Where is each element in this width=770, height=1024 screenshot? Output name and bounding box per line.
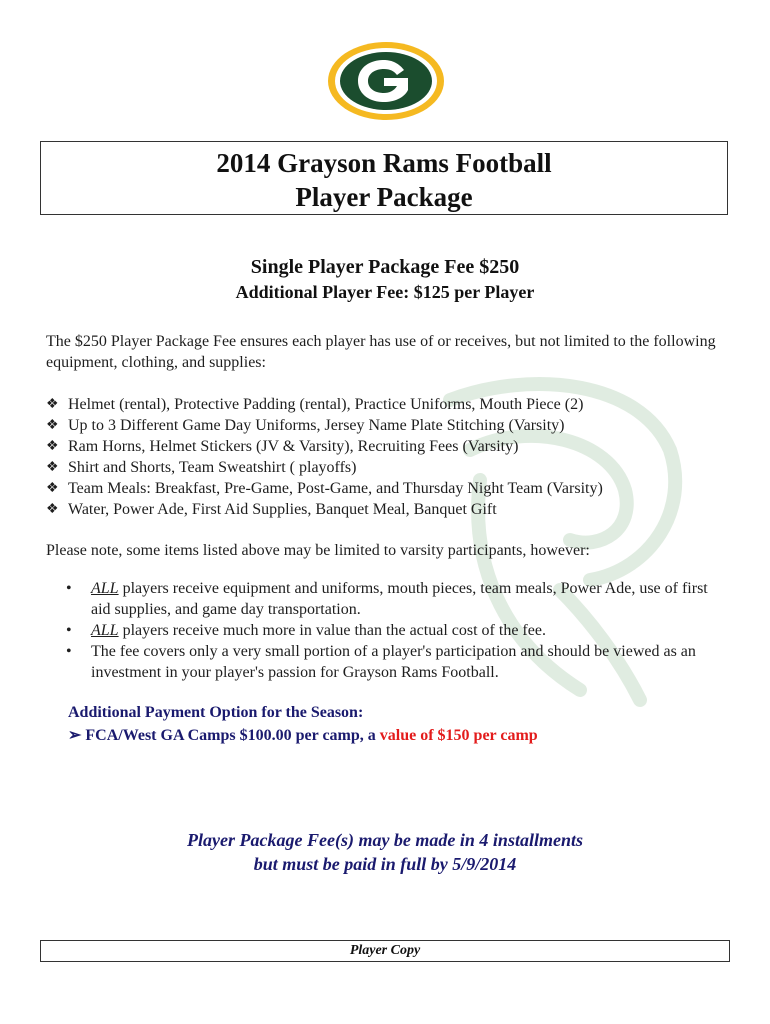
diamond-bullet-icon: ❖ xyxy=(46,397,59,412)
list-item-text: players receive much more in value than the actual cost of the fee. xyxy=(118,622,546,639)
camp-fee-text: FCA/West GA Camps $100.00 per camp, a xyxy=(85,727,380,744)
installment-line: Player Package Fee(s) may be made in 4 installments xyxy=(187,830,583,850)
diamond-bullet-icon: ❖ xyxy=(46,502,59,517)
included-items-list xyxy=(46,394,736,520)
list-item-text: Helmet (rental), Protective Padding (rental), Practice Uniforms, Mouth Piece (2) xyxy=(68,396,584,413)
varsity-note: Please note, some items listed above may be limited to varsity participants, however: xyxy=(46,542,590,559)
list-item-text: The fee covers only a very small portion of a player's participation and should be viewed as an investment in your player's passion for Grayson Rams Football. xyxy=(91,643,696,681)
list-item xyxy=(46,478,736,499)
installment-notice xyxy=(0,828,770,876)
list-item xyxy=(46,499,736,520)
bullet-icon: • xyxy=(66,643,72,660)
list-item xyxy=(46,415,736,436)
camp-value-highlight: value of $150 per camp xyxy=(379,727,538,744)
list-item xyxy=(66,641,726,683)
team-logo-icon xyxy=(326,40,446,122)
list-item xyxy=(46,457,736,478)
list-item-text: Water, Power Ade, First Aid Supplies, Banquet Meal, Banquet Gift xyxy=(68,501,497,518)
list-item-text: Ram Horns, Helmet Stickers (JV & Varsity), Recruiting Fees (Varsity) xyxy=(68,438,519,455)
page-title: 2014 Grayson Rams Football xyxy=(216,148,552,178)
single-player-fee: Single Player Package Fee $250 xyxy=(250,256,520,278)
list-item xyxy=(46,436,736,457)
emphasis-all: ALL xyxy=(91,622,119,639)
payment-option-item xyxy=(68,725,538,745)
diamond-bullet-icon: ❖ xyxy=(46,439,59,454)
list-item-text: Shirt and Shorts, Team Sweatshirt ( playoffs) xyxy=(68,459,357,476)
notes-list xyxy=(66,578,726,683)
list-item-text: Team Meals: Breakfast, Pre-Game, Post-Game, and Thursday Night Team (Varsity) xyxy=(68,480,603,497)
page-subtitle: Player Package xyxy=(295,182,473,212)
emphasis-all: ALL xyxy=(91,580,119,597)
list-item-text: players receive equipment and uniforms, mouth pieces, team meals, Power Ade, use of first aid supplies, and game day transportation. xyxy=(91,580,708,618)
list-item xyxy=(66,578,726,620)
list-item-text: Up to 3 Different Game Day Uniforms, Jersey Name Plate Stitching (Varsity) xyxy=(68,417,565,434)
payment-option-heading: Additional Payment Option for the Season: xyxy=(68,704,364,721)
arrow-bullet-icon: ➢ xyxy=(68,727,86,744)
bullet-icon: • xyxy=(66,622,72,639)
title-box xyxy=(40,141,728,215)
list-item xyxy=(66,620,726,641)
list-item xyxy=(46,394,736,415)
diamond-bullet-icon: ❖ xyxy=(46,418,59,433)
intro-paragraph: The $250 Player Package Fee ensures each player has use of or receives, but not limited to the following equipment, clothing, and supplies: xyxy=(46,333,716,371)
additional-player-fee: Additional Player Fee: $125 per Player xyxy=(235,282,535,302)
diamond-bullet-icon: ❖ xyxy=(46,481,59,496)
diamond-bullet-icon: ❖ xyxy=(46,460,59,475)
bullet-icon: • xyxy=(66,580,72,597)
copy-label: Player Copy xyxy=(40,940,730,962)
deadline-line: but must be paid in full by 5/9/2014 xyxy=(253,854,517,874)
